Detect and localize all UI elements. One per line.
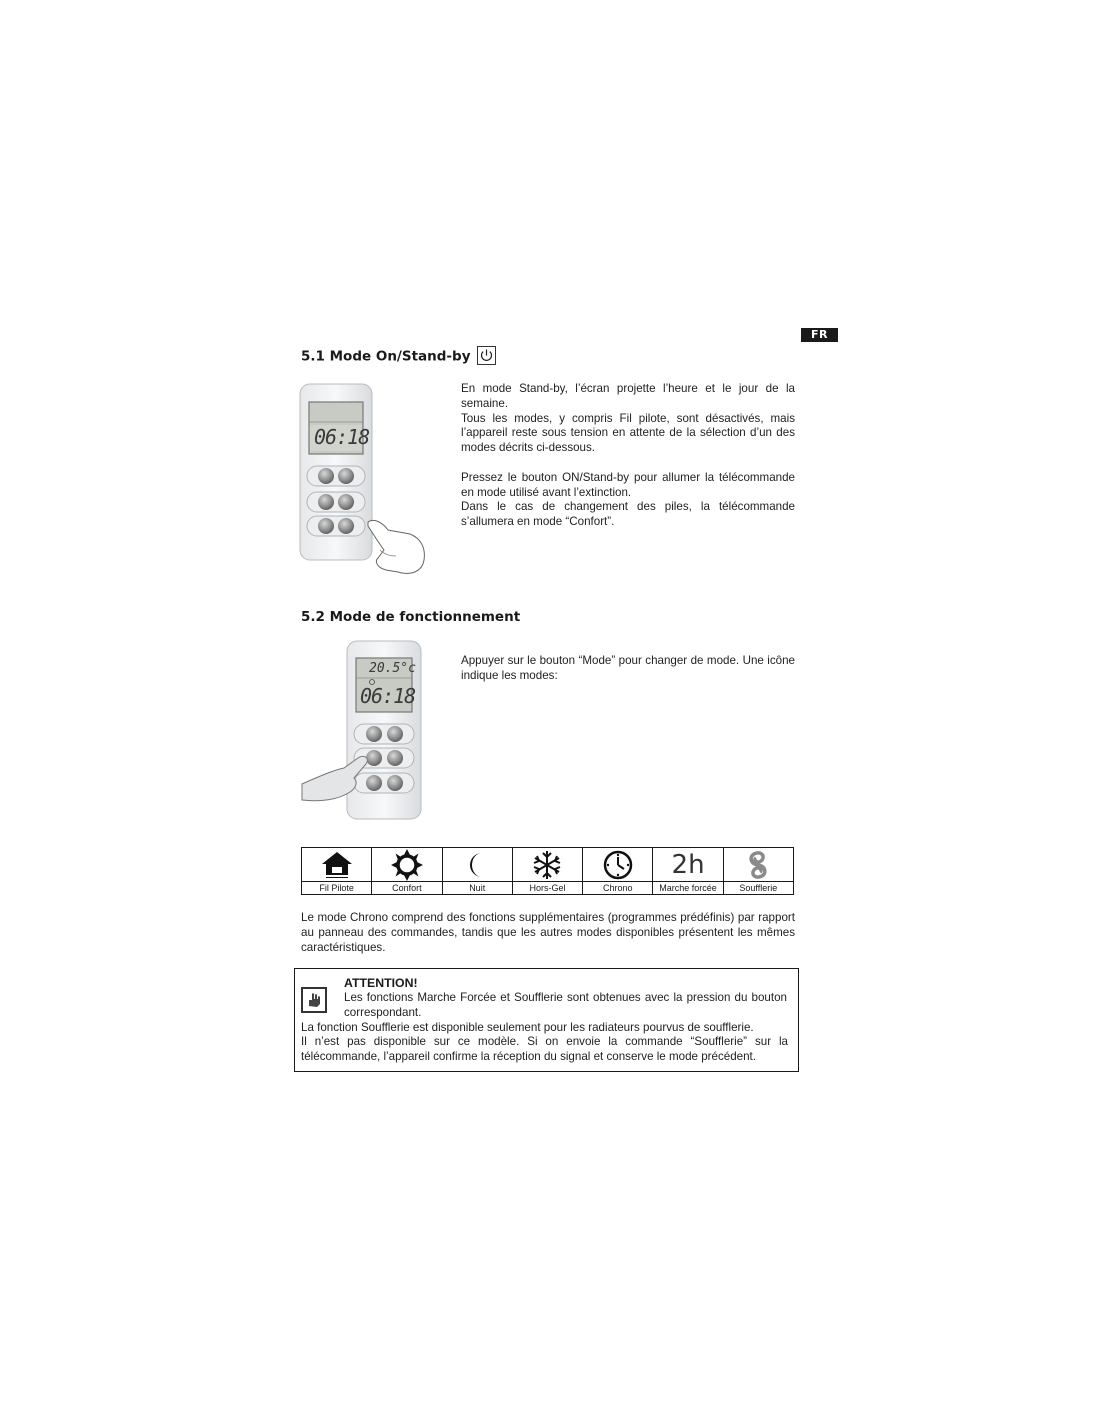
mode-label: Confort	[372, 881, 441, 894]
warning-hand-icon	[301, 987, 327, 1013]
snowflake-icon	[513, 848, 582, 881]
mode-cell-nuit	[443, 848, 513, 894]
language-badge: FR	[801, 328, 838, 342]
mode-cell-chrono	[583, 848, 653, 894]
sun-icon	[372, 848, 441, 881]
attention-box	[294, 968, 799, 1072]
section-1-heading	[301, 347, 496, 366]
attention-title: ATTENTION!	[344, 976, 418, 990]
power-icon	[477, 346, 496, 365]
section-1-paragraph: En mode Stand-by, l’écran projette l’heure et le jour de la semaine.	[461, 382, 795, 410]
section-1-text	[461, 382, 795, 530]
section-2-title: 5.2 Mode de fonctionnement	[301, 609, 521, 625]
mode-label: Soufflerie	[724, 881, 793, 894]
section-2-paragraph: Appuyer sur le bouton “Mode” pour changer de mode. Une icône indique les modes:	[461, 654, 795, 682]
fan-icon	[724, 848, 793, 881]
mode-cell-soufflerie	[724, 848, 793, 894]
section-1-paragraph: Tous les modes, y compris Fil pilote, sont désactivés, mais l’appareil reste sous tension en attente de la sélection d’un des modes décrits ci-dessous.	[461, 411, 795, 455]
mode-label: Hors-Gel	[513, 881, 582, 894]
attention-line-1: Les fonctions Marche Forcée et Soufflerie sont obtenues avec la pression du bouton correspondant.	[344, 991, 787, 1019]
mode-label: Fil Pilote	[302, 881, 371, 894]
mode-label: Chrono	[583, 881, 652, 894]
attention-line-2: La fonction Soufflerie est disponible seulement pour les radiateurs pourvus de soufflerie.	[301, 1021, 754, 1034]
remote-2-display-temp: 20.5°c	[369, 661, 416, 676]
house-icon	[302, 848, 371, 881]
forced-mode-text: 2h	[671, 849, 705, 880]
mode-label: Nuit	[443, 881, 512, 894]
section-1-paragraph: Pressez le bouton ON/Stand-by pour allumer la télécommande en mode utilisé avant l’extinction.	[461, 470, 795, 499]
mode-label: Marche forcée	[653, 881, 722, 894]
forced-mode-2h-icon	[653, 848, 722, 881]
mode-cell-hors-gel	[513, 848, 583, 894]
section-1-paragraph: Dans le cas de changement des piles, la télécommande s’allumera en mode “Confort”.	[461, 500, 795, 529]
moon-icon	[443, 848, 512, 881]
mode-cell-fil-pilote	[302, 848, 372, 894]
remote-2-display-time: 06:18	[360, 684, 416, 708]
mode-cell-marche-forcee	[653, 848, 723, 894]
remote-1-display-time: 06:18	[314, 425, 370, 449]
clock-icon	[583, 848, 652, 881]
attention-line-3: Il n’est pas disponible sur ce modèle. Si on envoie la commande “Soufflerie” sur la télécommande, l’appareil confirme la réception du signal et conserve le mode précédent.	[301, 1035, 788, 1063]
chrono-paragraph: Le mode Chrono comprend des fonctions supplémentaires (programmes prédéfinis) par rapport au panneau des commandes, tandis que les autres modes disponibles présentent les mêmes caractéristiques.	[301, 911, 795, 954]
modes-table	[301, 847, 794, 895]
mode-cell-confort	[372, 848, 442, 894]
section-1-title: 5.1 Mode On/Stand-by	[301, 348, 471, 365]
remote-illustration-standby	[298, 382, 428, 577]
